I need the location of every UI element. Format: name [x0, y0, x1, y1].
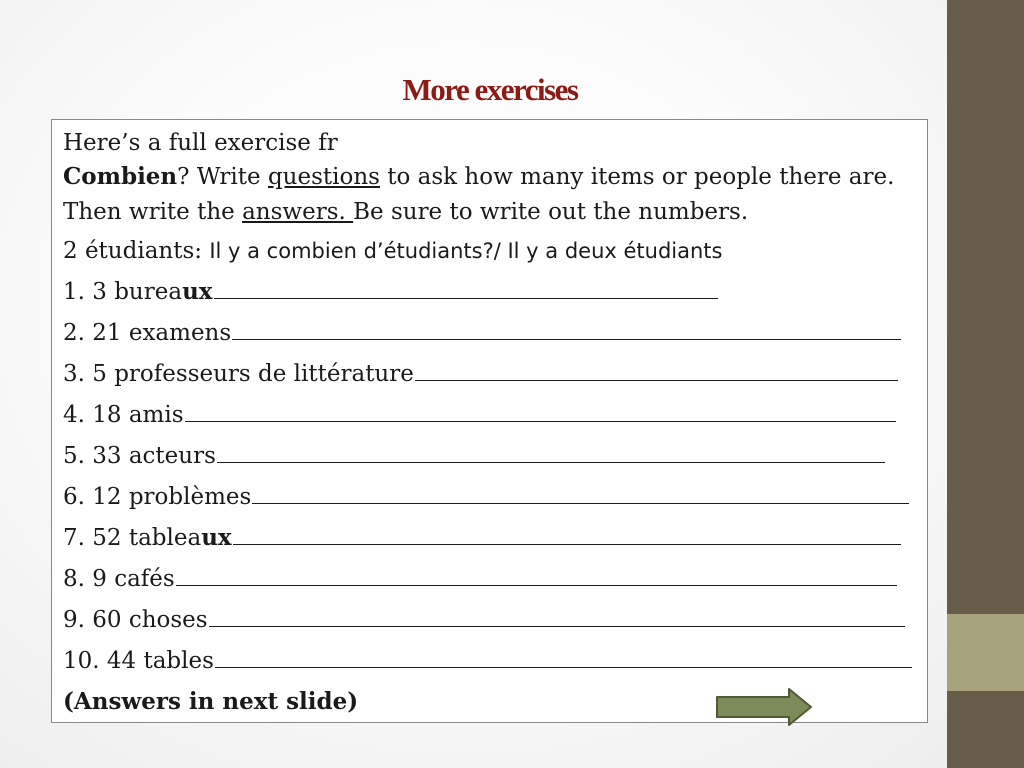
exercise-item — [63, 401, 896, 429]
exercise-item-text: 7. 52 tablea — [63, 525, 202, 551]
intro-line-2 — [63, 163, 894, 191]
intro-line-1 — [63, 129, 338, 157]
exercise-item-text: 9. 60 choses — [63, 607, 208, 633]
exercise-item-text: 1. 3 burea — [63, 279, 183, 305]
exercise-item-text: 2. 21 examens — [63, 320, 232, 346]
example-line — [63, 237, 722, 265]
slide-title: More exercises — [402, 72, 578, 107]
combien-word: Combien — [63, 163, 178, 190]
exercise-item — [63, 606, 905, 634]
exercise-item-text: 6. 12 problèmes — [63, 484, 252, 510]
answer-blank[interactable] — [214, 280, 719, 299]
questions-word: questions — [267, 164, 380, 190]
example-answer: Il y a combien d’étudiants?/ Il y a deux étudiants — [209, 239, 723, 263]
exercise-item-text: 8. 9 cafés — [63, 566, 175, 592]
answers-word: answers. — [242, 199, 354, 225]
exercise-item — [63, 442, 885, 470]
exercise-item — [63, 524, 901, 552]
right-arrow-icon[interactable] — [715, 687, 813, 727]
exercise-item-text: 3. 5 professeurs de littérature — [63, 361, 414, 387]
answers-note: (Answers in next slide) — [63, 688, 359, 715]
answer-blank[interactable] — [215, 649, 912, 668]
exercise-item — [63, 647, 912, 675]
example-prompt: 2 étudiants: — [63, 238, 210, 264]
exercise-box — [51, 119, 928, 723]
exercise-item — [63, 319, 901, 347]
exercise-item-bold-ending: ux — [182, 278, 213, 305]
exercise-item-text: 10. 44 tables — [63, 648, 214, 674]
exercise-item-bold-ending: ux — [201, 524, 232, 551]
exercise-item-text: 4. 18 amis — [63, 402, 184, 428]
answer-blank[interactable] — [232, 321, 901, 340]
answer-blank[interactable] — [217, 444, 885, 463]
exercise-item — [63, 483, 909, 511]
intro-text: Here’s a full exercise fr — [63, 130, 338, 156]
answer-blank[interactable] — [176, 567, 897, 586]
intro-line-3 — [63, 198, 748, 226]
answer-blank[interactable] — [209, 608, 905, 627]
exercise-item — [63, 565, 897, 593]
decorative-side-accent — [947, 614, 1024, 691]
answer-blank[interactable] — [415, 362, 898, 381]
intro-text: Be sure to write out the numbers. — [353, 199, 749, 225]
answer-blank[interactable] — [252, 485, 909, 504]
exercise-item — [63, 360, 898, 388]
intro-text: ? Write — [177, 164, 268, 190]
answer-blank[interactable] — [233, 526, 901, 545]
intro-text: to ask how many items or people there are. — [379, 164, 895, 190]
intro-text: Then write the — [63, 199, 243, 225]
answer-blank[interactable] — [185, 403, 896, 422]
exercise-item — [63, 278, 718, 306]
exercise-item-text: 5. 33 acteurs — [63, 443, 216, 469]
